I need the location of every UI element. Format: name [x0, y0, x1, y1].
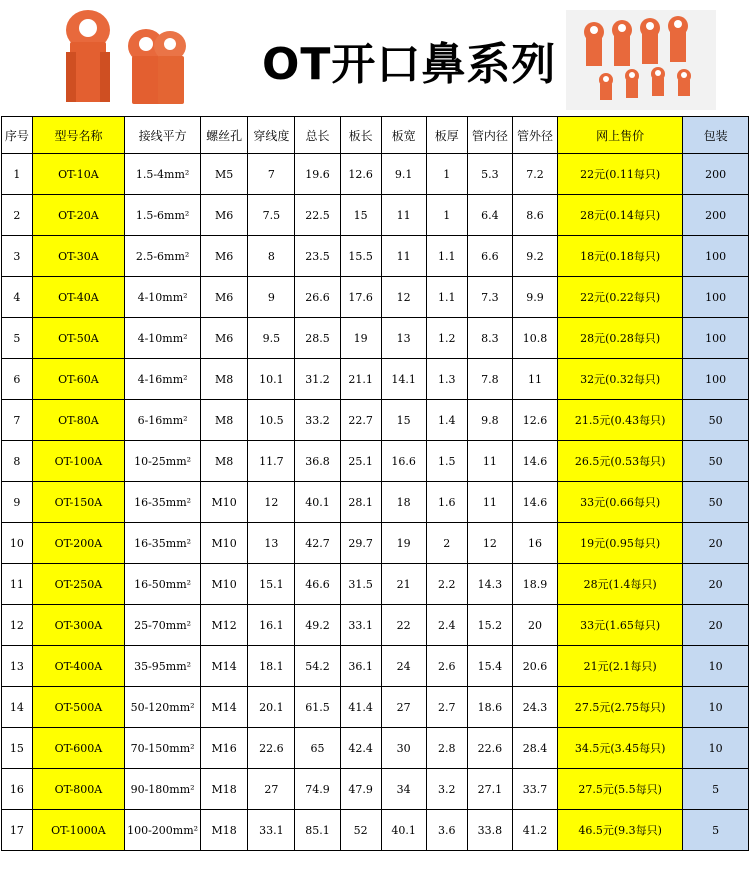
- cell-thread: 13: [248, 523, 295, 564]
- cell-screw: M10: [201, 523, 248, 564]
- cell-no: 16: [2, 769, 33, 810]
- col-header-no: 序号: [2, 117, 33, 154]
- cell-plate-width: 21: [381, 564, 426, 605]
- cell-no: 6: [2, 359, 33, 400]
- cell-inner-diameter: 15.2: [467, 605, 512, 646]
- cell-pack: 20: [683, 564, 749, 605]
- cell-total-length: 85.1: [295, 810, 340, 851]
- cell-plate-width: 30: [381, 728, 426, 769]
- cell-thread: 9: [248, 277, 295, 318]
- cell-outer-diameter: 9.9: [512, 277, 557, 318]
- cell-pack: 100: [683, 359, 749, 400]
- cell-pack: 50: [683, 441, 749, 482]
- cell-thread: 9.5: [248, 318, 295, 359]
- cell-price: 19元(0.95每只): [558, 523, 683, 564]
- table-row: [2, 195, 749, 236]
- cell-plate-width: 27: [381, 687, 426, 728]
- cell-plate-thickness: 2.7: [426, 687, 467, 728]
- cell-outer-diameter: 10.8: [512, 318, 557, 359]
- cell-total-length: 46.6: [295, 564, 340, 605]
- cell-wire: 16-35mm²: [125, 523, 201, 564]
- cell-plate-thickness: 1.5: [426, 441, 467, 482]
- table-row: [2, 564, 749, 605]
- cell-no: 5: [2, 318, 33, 359]
- copper-lug-image: [58, 6, 188, 110]
- cell-outer-diameter: 18.9: [512, 564, 557, 605]
- cell-no: 2: [2, 195, 33, 236]
- copper-lug-assortment-image: [566, 10, 716, 110]
- cell-plate-length: 19: [340, 318, 381, 359]
- cell-plate-length: 28.1: [340, 482, 381, 523]
- cell-model: OT-40A: [32, 277, 124, 318]
- cell-no: 15: [2, 728, 33, 769]
- cell-model: OT-10A: [32, 154, 124, 195]
- cell-screw: M10: [201, 564, 248, 605]
- col-header-total-length: 总长: [295, 117, 340, 154]
- cell-thread: 10.5: [248, 400, 295, 441]
- cell-wire: 100-200mm²: [125, 810, 201, 851]
- cell-pack: 100: [683, 318, 749, 359]
- cell-no: 13: [2, 646, 33, 687]
- cell-inner-diameter: 22.6: [467, 728, 512, 769]
- cell-model: OT-80A: [32, 400, 124, 441]
- cell-wire: 4-16mm²: [125, 359, 201, 400]
- cell-plate-thickness: 2.8: [426, 728, 467, 769]
- cell-plate-thickness: 2.4: [426, 605, 467, 646]
- cell-plate-thickness: 1.4: [426, 400, 467, 441]
- cell-no: 4: [2, 277, 33, 318]
- cell-price: 46.5元(9.3每只): [558, 810, 683, 851]
- table-row: [2, 523, 749, 564]
- cell-price: 22元(0.11每只): [558, 154, 683, 195]
- cell-outer-diameter: 16: [512, 523, 557, 564]
- cell-plate-width: 12: [381, 277, 426, 318]
- cell-total-length: 36.8: [295, 441, 340, 482]
- cell-price: 21元(2.1每只): [558, 646, 683, 687]
- cell-model: OT-50A: [32, 318, 124, 359]
- cell-no: 10: [2, 523, 33, 564]
- table-row: [2, 646, 749, 687]
- cell-pack: 100: [683, 236, 749, 277]
- cell-total-length: 74.9: [295, 769, 340, 810]
- cell-thread: 33.1: [248, 810, 295, 851]
- cell-thread: 7.5: [248, 195, 295, 236]
- cell-outer-diameter: 11: [512, 359, 557, 400]
- cell-no: 17: [2, 810, 33, 851]
- cell-outer-diameter: 20.6: [512, 646, 557, 687]
- cell-price: 28元(0.14每只): [558, 195, 683, 236]
- cell-wire: 50-120mm²: [125, 687, 201, 728]
- cell-model: OT-400A: [32, 646, 124, 687]
- cell-outer-diameter: 41.2: [512, 810, 557, 851]
- page-title: OT开口鼻系列: [262, 39, 557, 90]
- cell-total-length: 49.2: [295, 605, 340, 646]
- cell-outer-diameter: 28.4: [512, 728, 557, 769]
- spec-table: [1, 116, 749, 851]
- cell-plate-thickness: 2.2: [426, 564, 467, 605]
- cell-model: OT-60A: [32, 359, 124, 400]
- cell-inner-diameter: 6.4: [467, 195, 512, 236]
- cell-wire: 35-95mm²: [125, 646, 201, 687]
- cell-thread: 22.6: [248, 728, 295, 769]
- cell-plate-length: 42.4: [340, 728, 381, 769]
- cell-no: 1: [2, 154, 33, 195]
- cell-pack: 100: [683, 277, 749, 318]
- col-header-model: 型号名称: [32, 117, 124, 154]
- cell-model: OT-200A: [32, 523, 124, 564]
- cell-model: OT-500A: [32, 687, 124, 728]
- cell-screw: M6: [201, 277, 248, 318]
- table-row: [2, 482, 749, 523]
- cell-no: 12: [2, 605, 33, 646]
- cell-plate-length: 29.7: [340, 523, 381, 564]
- cell-price: 28元(0.28每只): [558, 318, 683, 359]
- cell-wire: 6-16mm²: [125, 400, 201, 441]
- cell-pack: 20: [683, 523, 749, 564]
- col-header-wire: 接线平方: [125, 117, 201, 154]
- cell-model: OT-1000A: [32, 810, 124, 851]
- cell-model: OT-300A: [32, 605, 124, 646]
- cell-screw: M10: [201, 482, 248, 523]
- cell-total-length: 54.2: [295, 646, 340, 687]
- table-row: [2, 277, 749, 318]
- cell-plate-width: 9.1: [381, 154, 426, 195]
- cell-plate-width: 19: [381, 523, 426, 564]
- cell-plate-thickness: 3.6: [426, 810, 467, 851]
- cell-plate-width: 11: [381, 236, 426, 277]
- cell-wire: 10-25mm²: [125, 441, 201, 482]
- cell-plate-length: 12.6: [340, 154, 381, 195]
- col-header-outer-diameter: 管外径: [512, 117, 557, 154]
- col-header-pack: 包装: [683, 117, 749, 154]
- cell-total-length: 65: [295, 728, 340, 769]
- cell-thread: 10.1: [248, 359, 295, 400]
- col-header-screw: 螺丝孔: [201, 117, 248, 154]
- cell-thread: 15.1: [248, 564, 295, 605]
- cell-screw: M18: [201, 769, 248, 810]
- cell-wire: 25-70mm²: [125, 605, 201, 646]
- cell-pack: 5: [683, 769, 749, 810]
- cell-inner-diameter: 7.3: [467, 277, 512, 318]
- cell-plate-width: 18: [381, 482, 426, 523]
- cell-price: 34.5元(3.45每只): [558, 728, 683, 769]
- cell-thread: 8: [248, 236, 295, 277]
- cell-pack: 200: [683, 154, 749, 195]
- cell-thread: 7: [248, 154, 295, 195]
- cell-inner-diameter: 5.3: [467, 154, 512, 195]
- cell-screw: M18: [201, 810, 248, 851]
- table-row: [2, 318, 749, 359]
- col-header-price: 网上售价: [558, 117, 683, 154]
- cell-wire: 16-35mm²: [125, 482, 201, 523]
- cell-plate-thickness: 1.1: [426, 236, 467, 277]
- cell-inner-diameter: 6.6: [467, 236, 512, 277]
- cell-plate-width: 22: [381, 605, 426, 646]
- cell-model: OT-150A: [32, 482, 124, 523]
- cell-price: 26.5元(0.53每只): [558, 441, 683, 482]
- cell-plate-length: 22.7: [340, 400, 381, 441]
- table-row: [2, 687, 749, 728]
- cell-plate-thickness: 1.1: [426, 277, 467, 318]
- cell-inner-diameter: 18.6: [467, 687, 512, 728]
- cell-wire: 90-180mm²: [125, 769, 201, 810]
- cell-inner-diameter: 15.4: [467, 646, 512, 687]
- cell-total-length: 33.2: [295, 400, 340, 441]
- table-row: [2, 236, 749, 277]
- cell-pack: 5: [683, 810, 749, 851]
- cell-pack: 50: [683, 482, 749, 523]
- cell-total-length: 19.6: [295, 154, 340, 195]
- cell-plate-length: 25.1: [340, 441, 381, 482]
- cell-plate-length: 41.4: [340, 687, 381, 728]
- cell-pack: 10: [683, 728, 749, 769]
- cell-thread: 12: [248, 482, 295, 523]
- cell-plate-width: 16.6: [381, 441, 426, 482]
- cell-plate-length: 21.1: [340, 359, 381, 400]
- cell-plate-thickness: 2.6: [426, 646, 467, 687]
- table-row: [2, 400, 749, 441]
- table-row: [2, 154, 749, 195]
- cell-plate-length: 33.1: [340, 605, 381, 646]
- cell-no: 8: [2, 441, 33, 482]
- cell-total-length: 28.5: [295, 318, 340, 359]
- cell-plate-length: 17.6: [340, 277, 381, 318]
- cell-no: 3: [2, 236, 33, 277]
- cell-thread: 16.1: [248, 605, 295, 646]
- col-header-plate-length: 板长: [340, 117, 381, 154]
- cell-inner-diameter: 9.8: [467, 400, 512, 441]
- cell-total-length: 22.5: [295, 195, 340, 236]
- table-row: [2, 769, 749, 810]
- cell-price: 21.5元(0.43每只): [558, 400, 683, 441]
- cell-total-length: 40.1: [295, 482, 340, 523]
- cell-plate-thickness: 1: [426, 195, 467, 236]
- col-header-inner-diameter: 管内径: [467, 117, 512, 154]
- cell-total-length: 23.5: [295, 236, 340, 277]
- cell-plate-length: 36.1: [340, 646, 381, 687]
- cell-plate-length: 47.9: [340, 769, 381, 810]
- cell-plate-width: 34: [381, 769, 426, 810]
- cell-price: 18元(0.18每只): [558, 236, 683, 277]
- col-header-thread: 穿线度: [248, 117, 295, 154]
- cell-inner-diameter: 14.3: [467, 564, 512, 605]
- table-row: [2, 605, 749, 646]
- cell-plate-length: 15: [340, 195, 381, 236]
- cell-thread: 20.1: [248, 687, 295, 728]
- cell-wire: 2.5-6mm²: [125, 236, 201, 277]
- cell-total-length: 42.7: [295, 523, 340, 564]
- cell-outer-diameter: 7.2: [512, 154, 557, 195]
- table-row: [2, 728, 749, 769]
- cell-plate-length: 52: [340, 810, 381, 851]
- cell-plate-width: 15: [381, 400, 426, 441]
- cell-pack: 20: [683, 605, 749, 646]
- cell-screw: M6: [201, 318, 248, 359]
- cell-plate-width: 11: [381, 195, 426, 236]
- cell-plate-length: 15.5: [340, 236, 381, 277]
- cell-pack: 50: [683, 400, 749, 441]
- cell-model: OT-30A: [32, 236, 124, 277]
- cell-total-length: 31.2: [295, 359, 340, 400]
- cell-inner-diameter: 33.8: [467, 810, 512, 851]
- cell-screw: M8: [201, 441, 248, 482]
- cell-price: 32元(0.32每只): [558, 359, 683, 400]
- cell-model: OT-800A: [32, 769, 124, 810]
- cell-outer-diameter: 14.6: [512, 482, 557, 523]
- cell-screw: M12: [201, 605, 248, 646]
- table-header-row: [2, 117, 749, 154]
- cell-total-length: 26.6: [295, 277, 340, 318]
- cell-wire: 1.5-6mm²: [125, 195, 201, 236]
- cell-screw: M8: [201, 359, 248, 400]
- col-header-plate-thickness: 板厚: [426, 117, 467, 154]
- cell-outer-diameter: 14.6: [512, 441, 557, 482]
- cell-wire: 70-150mm²: [125, 728, 201, 769]
- cell-plate-thickness: 1: [426, 154, 467, 195]
- cell-outer-diameter: 12.6: [512, 400, 557, 441]
- cell-model: OT-600A: [32, 728, 124, 769]
- cell-plate-width: 13: [381, 318, 426, 359]
- cell-price: 27.5元(5.5每只): [558, 769, 683, 810]
- cell-outer-diameter: 9.2: [512, 236, 557, 277]
- cell-outer-diameter: 24.3: [512, 687, 557, 728]
- cell-outer-diameter: 33.7: [512, 769, 557, 810]
- table-row: [2, 441, 749, 482]
- cell-plate-thickness: 1.3: [426, 359, 467, 400]
- cell-model: OT-250A: [32, 564, 124, 605]
- cell-screw: M14: [201, 687, 248, 728]
- cell-plate-thickness: 1.2: [426, 318, 467, 359]
- cell-no: 11: [2, 564, 33, 605]
- cell-plate-width: 40.1: [381, 810, 426, 851]
- cell-pack: 10: [683, 646, 749, 687]
- cell-outer-diameter: 20: [512, 605, 557, 646]
- cell-wire: 4-10mm²: [125, 318, 201, 359]
- cell-price: 33元(1.65每只): [558, 605, 683, 646]
- cell-plate-length: 31.5: [340, 564, 381, 605]
- header: [0, 0, 750, 116]
- table-row: [2, 359, 749, 400]
- cell-no: 14: [2, 687, 33, 728]
- cell-plate-thickness: 2: [426, 523, 467, 564]
- cell-screw: M16: [201, 728, 248, 769]
- cell-screw: M8: [201, 400, 248, 441]
- cell-plate-thickness: 3.2: [426, 769, 467, 810]
- cell-wire: 1.5-4mm²: [125, 154, 201, 195]
- cell-no: 7: [2, 400, 33, 441]
- cell-screw: M6: [201, 195, 248, 236]
- cell-wire: 4-10mm²: [125, 277, 201, 318]
- cell-price: 22元(0.22每只): [558, 277, 683, 318]
- cell-plate-width: 14.1: [381, 359, 426, 400]
- cell-price: 28元(1.4每只): [558, 564, 683, 605]
- cell-price: 33元(0.66每只): [558, 482, 683, 523]
- cell-total-length: 61.5: [295, 687, 340, 728]
- cell-screw: M6: [201, 236, 248, 277]
- cell-screw: M14: [201, 646, 248, 687]
- cell-model: OT-100A: [32, 441, 124, 482]
- cell-inner-diameter: 7.8: [467, 359, 512, 400]
- col-header-plate-width: 板宽: [381, 117, 426, 154]
- cell-plate-thickness: 1.6: [426, 482, 467, 523]
- cell-pack: 10: [683, 687, 749, 728]
- cell-inner-diameter: 12: [467, 523, 512, 564]
- cell-thread: 27: [248, 769, 295, 810]
- cell-inner-diameter: 8.3: [467, 318, 512, 359]
- cell-no: 9: [2, 482, 33, 523]
- cell-inner-diameter: 11: [467, 441, 512, 482]
- cell-price: 27.5元(2.75每只): [558, 687, 683, 728]
- cell-model: OT-20A: [32, 195, 124, 236]
- cell-thread: 18.1: [248, 646, 295, 687]
- cell-inner-diameter: 27.1: [467, 769, 512, 810]
- table-row: [2, 810, 749, 851]
- cell-plate-width: 24: [381, 646, 426, 687]
- cell-wire: 16-50mm²: [125, 564, 201, 605]
- cell-outer-diameter: 8.6: [512, 195, 557, 236]
- cell-inner-diameter: 11: [467, 482, 512, 523]
- cell-thread: 11.7: [248, 441, 295, 482]
- cell-screw: M5: [201, 154, 248, 195]
- cell-pack: 200: [683, 195, 749, 236]
